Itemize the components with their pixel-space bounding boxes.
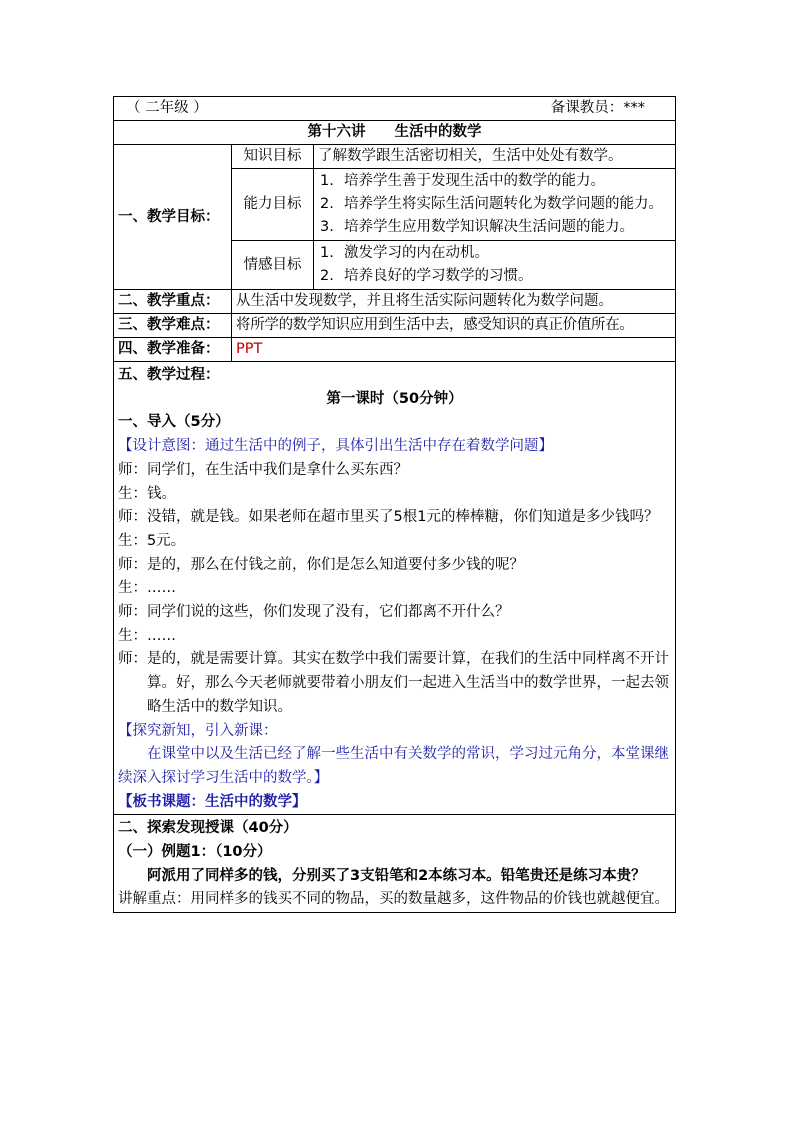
list-item: 2. 培养学生将实际生活问题转化为数学问题的能力。 [320,196,663,212]
explore-open: 【探究新知，引入新课： [118,722,278,739]
process-cell [114,362,676,815]
ability-objective-cell [314,169,676,241]
lesson-title: 第十六讲 生活中的数学 [114,121,676,145]
dialogue-line: 生：…… [118,580,176,597]
board-title-label: 【板书课题： [118,793,205,810]
example-explanation: 讲解重点：用同样多的钱买不同的物品，买的数量越多，这件物品的价钱也就越便宜。 [118,891,669,908]
grade-label: （ 二年级 ） [126,100,208,116]
example-problem: 阿派用了同样多的钱，分别买了3支铅笔和2本练习本。铅笔贵还是练习本贵？ [147,867,646,884]
dialogue-line: 生：5元。 [118,532,186,549]
dialogue-line: 师：同学们说的这些，你们发现了没有，它们都离不开什么？ [118,604,510,621]
difficulty-text: 将所学的数学知识应用到生活中去，感受知识的真正价值所在。 [232,314,676,338]
board-title-text: 生活中的数学 [205,793,292,810]
dialogue-line: 师：同学们，在生活中我们是拿什么买东西？ [118,461,408,478]
explore-text: 在课堂中以及生活已经了解一些生活中有关数学的常识，学习过元角分，本堂课继续深入探讨学习生活中的数学。】 [118,746,669,786]
dialogue-line: 生：…… [118,627,176,644]
ability-objective-label: 能力目标 [232,169,314,241]
preparation-label: 四、教学准备： [114,338,232,362]
teacher-label: 备课教员：*** [550,100,645,116]
emotion-objective-label: 情感目标 [232,241,314,290]
example-title: （一）例题1：（10分） [118,844,272,861]
discovery-title: 二、探索发现授课（40分） [118,820,298,837]
list-item: 3. 培养学生应用数学知识解决生活问题的能力。 [320,219,634,235]
objectives-label: 一、教学目标： [114,145,232,290]
list-item: 2. 培养良好的学习数学的习惯。 [320,268,533,284]
key-point-label: 二、教学重点： [114,290,232,314]
emotion-objective-cell [314,241,676,290]
design-intent: 【设计意图：通过生活中的例子，具体引出生活中存在着数学问题】 [118,438,553,455]
board-title [118,791,671,815]
ability-objective-list [320,170,671,239]
dialogue-line: 师：是的，那么在付钱之前，你们是怎么知道要付多少钱的呢？ [118,556,524,573]
list-item: 1. 培养学生善于发现生活中的数学的能力。 [320,173,605,189]
key-point-text: 从生活中发现数学，并且将生活实际问题转化为数学问题。 [232,290,676,314]
lesson-plan-table [113,96,676,913]
knowledge-objective-label: 知识目标 [232,145,314,169]
dialogue-line: 生：钱。 [118,485,176,502]
header-row [114,97,676,121]
discovery-cell [114,815,676,913]
knowledge-objective-text: 了解数学跟生活密切相关，生活中处处有数学。 [314,145,676,169]
list-item: 1. 激发学习的内在动机。 [320,245,489,261]
period-title: 第一课时（50分钟） [326,390,463,407]
emotion-objective-list [320,242,671,288]
intro-title: 一、导入（5分） [118,414,230,431]
dialogue-line: 师：没错，就是钱。如果老师在超市里买了5根1元的棒棒糖，你们知道是多少钱吗？ [118,509,659,526]
preparation-text: PPT [232,338,676,362]
difficulty-label: 三、教学难点： [114,314,232,338]
board-title-close: 】 [292,793,307,810]
process-label: 五、教学过程： [118,367,220,383]
dialogue-line: 师：是的，就是需要计算。其实在数学中我们需要计算，在我们的生活中同样离不开计算。好，那么今天老师就要带着小朋友们一起进入生活当中的数学世界，一起去领略生活中的数学知识。 [118,651,669,715]
